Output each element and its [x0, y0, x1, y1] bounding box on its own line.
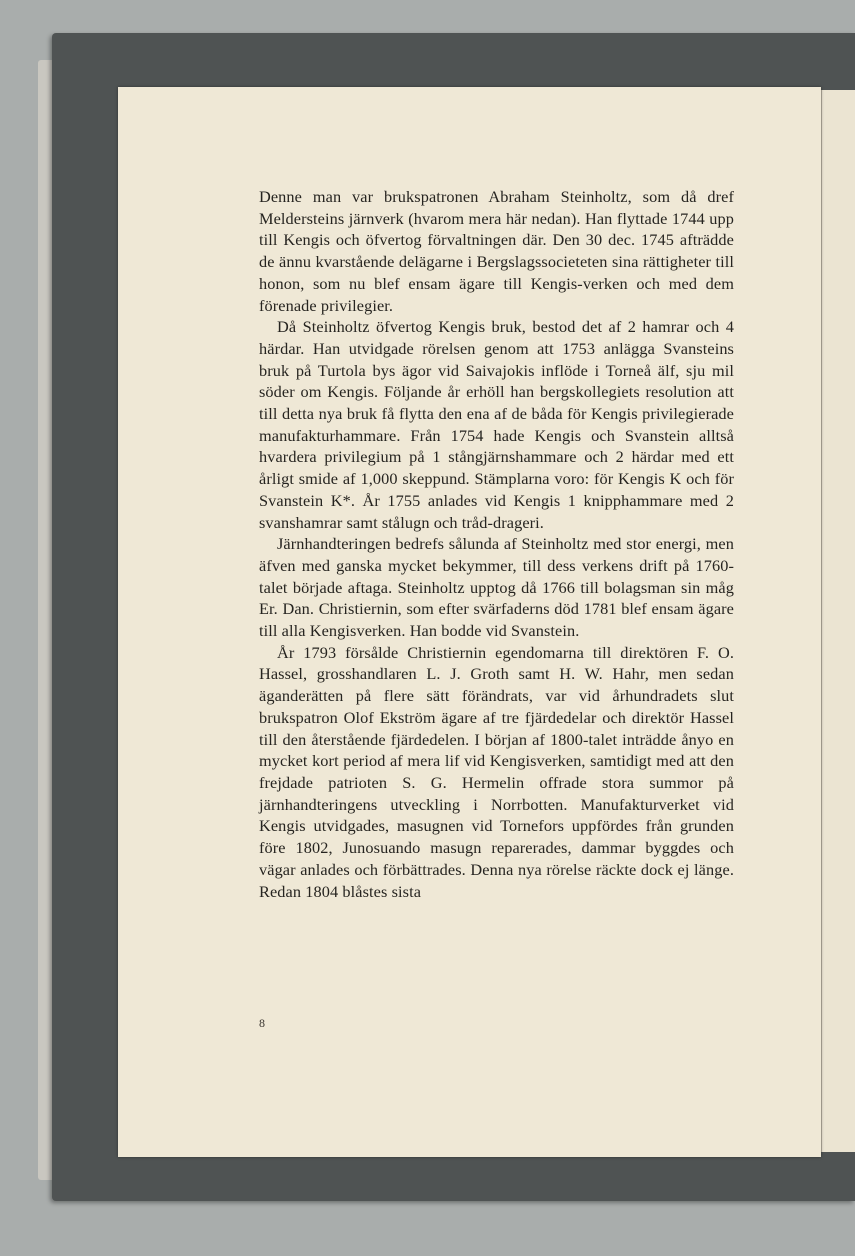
paragraph-2: Då Steinholtz öfvertog Kengis bruk, bestod det af 2 hamrar och 4 härdar. Han utvidgade rörelsen genom att 1753 anlägga Svansteins bruk på Turtola bys ägor vid Saivajokis inflöde i Torneå älf, sju mil söder om Kengis. Följande år erhöll han bergskollegiets resolution att till detta nya bruk få flytta den ena af de båda för Kengis privilegierade manufakturhammare. Från 1754 hade Kengis och Svanstein alltså hvardera privilegium på 1 stångjärnshammare och 2 härdar med ett årligt smide af 1,000 skeppund. Stämplarna voro: för Kengis K och för Svanstein K*. År 1755 anlades vid Kengis 1 knipphammare med 2 svanshamrar samt stålugn och tråd-drageri. — [259, 317, 734, 532]
paragraph-3: Järnhandteringen bedrefs sålunda af Steinholtz med stor energi, men äfven med ganska mycket bekymmer, till dess verkens drift på 1760-talet började aftaga. Steinholtz upptog då 1766 till bolagsman sin måg Er. Dan. Christiernin, som efter svärfaderns död 1781 blef ensam ägare till alla Kengisverken. Han bodde vid Svanstein. — [259, 534, 734, 641]
paragraph-1: Denne man var brukspatronen Abraham Steinholtz, som då dref Meldersteins järnverk (hvarom mera här nedan). Han flyttade 1744 upp till Kengis och öfvertog förvaltningen där. Den 30 dec. 1745 afträdde de ännu kvarstående delägarne i Bergslagssocieteten sina rättigheter till honon, som nu blef ensam ägare till Kengis-verken och med dem förenade privilegier. — [259, 187, 734, 315]
page-number: 8 — [259, 1016, 265, 1030]
facing-page-edge — [821, 90, 855, 1152]
paragraph-4: År 1793 försålde Christiernin egendomarna till direktören F. O. Hassel, grosshandlaren L. J. Groth samt H. W. Hahr, men sedan äganderätten på flere sätt förändrats, var vid århundradets slut brukspatron Olof Ekström ägare af tre fjärdedelar och direktör Hassel till den återstående fjärdedelen. I början af 1800-talet inträdde ånyo en mycket kort period af mera lif vid Kengisverken, samtidigt med att den frejdade patrioten S. G. Hermelin offrade stora summor på järnhandteringens utveckling i Norrbotten. Manufakturverket vid Kengis utvidgades, masugnen vid Tornefors uppfördes från grunden före 1802, Junosuando masugn reparerades, dammar byggdes och vägar anlades och förbättrades. Denna nya rörelse räckte dock ej länge. Redan 1804 blåstes sista — [259, 642, 734, 901]
body-text — [259, 186, 734, 902]
